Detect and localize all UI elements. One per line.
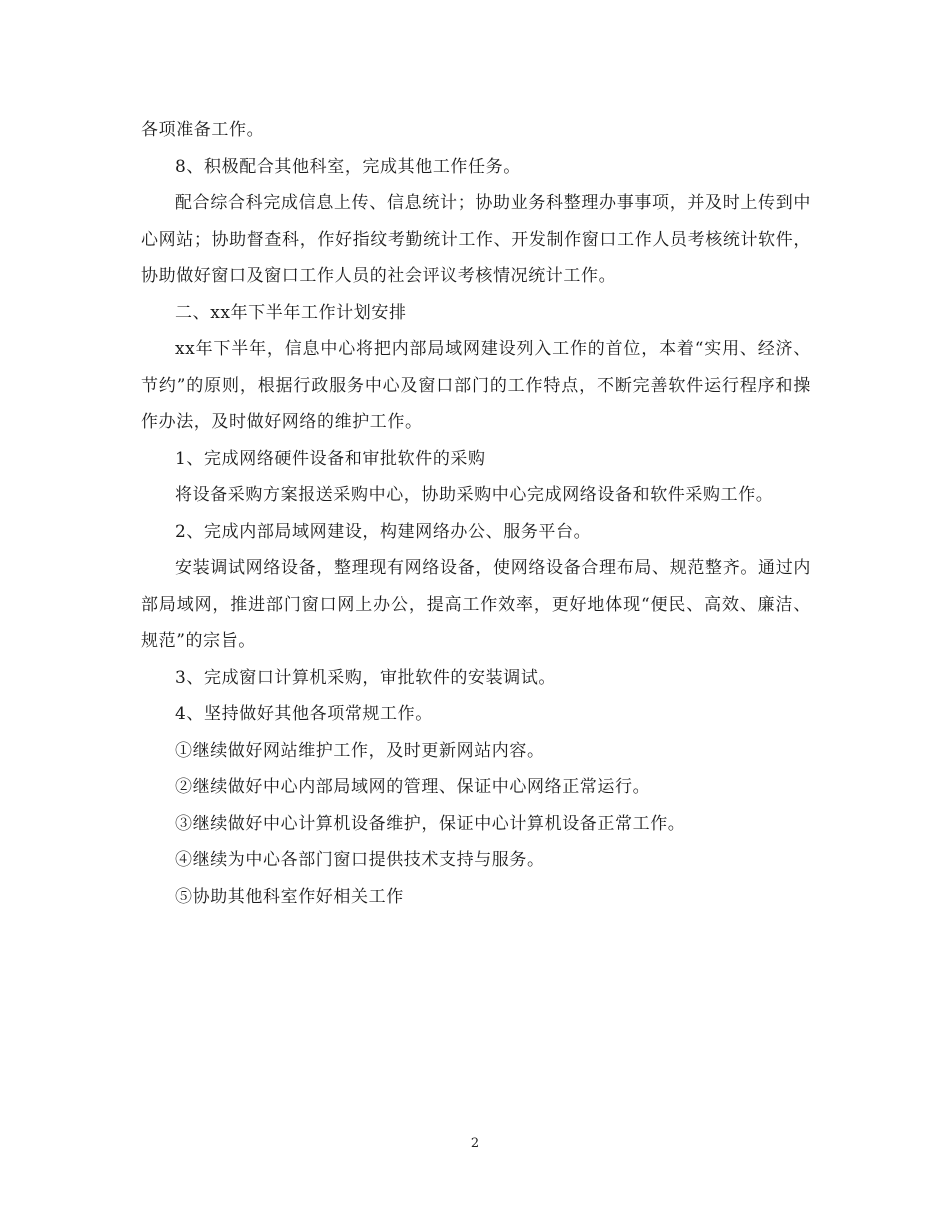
- paragraph-14: ④继续为中心各部门窗口提供技术支持与服务。: [175, 850, 545, 870]
- document-body: [141, 112, 811, 915]
- paragraph-6: 将设备采购方案报送采购中心，协助采购中心完成网络设备和软件采购工作。: [175, 485, 774, 505]
- section-heading: 二、xx年下半年工作计划安排: [175, 302, 407, 323]
- paragraph-13: ③继续做好中心计算机设备维护，保证中心计算机设备正常工作。: [175, 813, 686, 834]
- page-number: 2: [470, 1136, 480, 1151]
- paragraph-15: ⑤协助其他科室作好相关工作: [175, 886, 404, 907]
- paragraph-11: ①继续做好网站维护工作，及时更新网站内容。: [175, 740, 545, 761]
- paragraph-8: 安装调试网络设备，整理现有网络设备，使网络设备合理布局、规范整齐。通过内部局域网，推进部门窗口网上办公，提高工作效率，更好地体现“便民、高效、廉洁、规范”的宗旨。: [141, 558, 811, 651]
- paragraph-10: 4、坚持做好其他各项常规工作。: [175, 704, 433, 724]
- paragraph-7: 2、完成内部局域网建设，构建网络办公、服务平台。: [175, 521, 592, 542]
- paragraph-1: 8、积极配合其他科室，完成其他工作任务。: [175, 156, 521, 177]
- paragraph-12: ②继续做好中心内部局域网的管理、保证中心网络正常运行。: [175, 777, 651, 797]
- paragraph-4: xx年下半年，信息中心将把内部局域网建设列入工作的首位，本着“实用、经济、节约”的原则，根据行政服务中心及窗口部门的工作特点，不断完善软件运行程序和操作办法，及时做好网络的维护工作。: [141, 339, 811, 432]
- paragraph-9: 3、完成窗口计算机采购，审批软件的安装调试。: [175, 667, 557, 688]
- paragraph-0: 各项准备工作。: [141, 120, 265, 140]
- paragraph-2: 配合综合科完成信息上传、信息统计；协助业务科整理办事事项，并及时上传到中心网站；协助督查科，作好指纹考勤统计工作、开发制作窗口工作人员考核统计软件，协助做好窗口及窗口工作人员的社会评议考核情况统计工作。: [141, 193, 811, 286]
- paragraph-5: 1、完成网络硬件设备和审批软件的采购: [175, 448, 486, 469]
